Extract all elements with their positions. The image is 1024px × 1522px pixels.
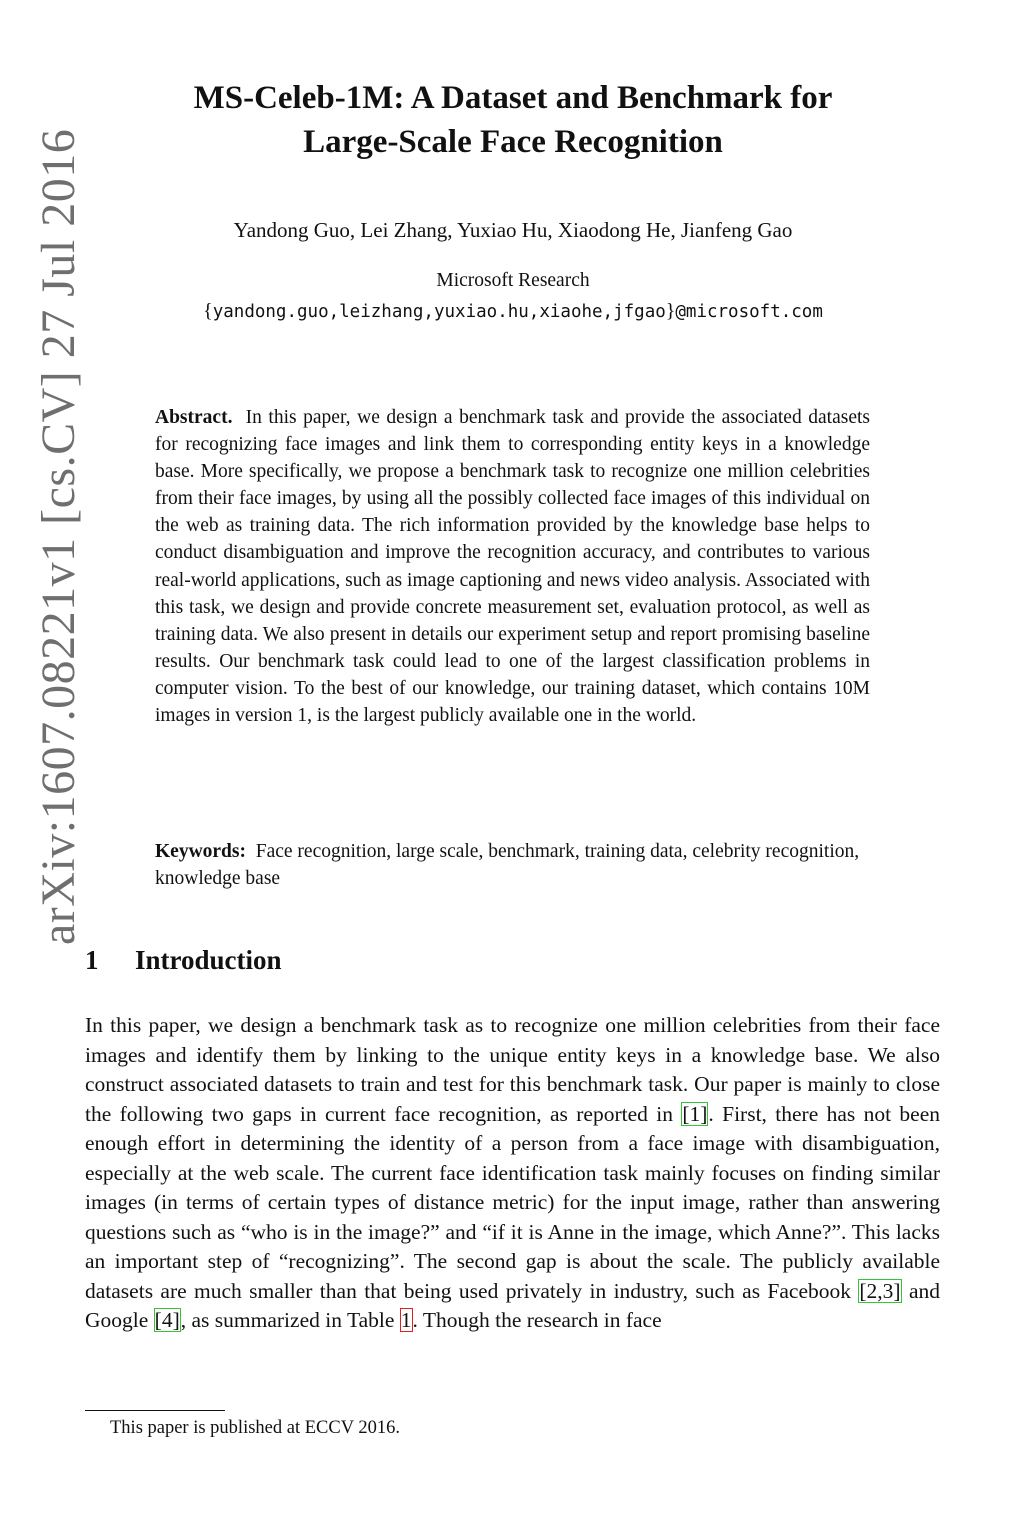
- email-domain: @microsoft.com: [675, 302, 823, 322]
- paper-title: [100, 76, 926, 164]
- section-number: 1: [85, 945, 99, 975]
- title-line-1: MS-Celeb-1M: A Dataset and Benchmark for: [193, 80, 833, 116]
- email-close-brace: }: [665, 300, 676, 322]
- arxiv-identifier-stamp: arXiv:1607.08221v1 [cs.CV] 27 Jul 2016: [32, 128, 85, 945]
- section-title: Introduction: [135, 945, 282, 975]
- author-emails: [100, 300, 926, 323]
- intro-text-2: . First, there has not been enough effort in determining the identity of a person from a face image with disambiguation, especially at the web scale. The current face identification task mainly focuses on finding similar images (in terms of certain types of distance metric) for the input image, rather than answering questions such as “who is in the image?” and “if it is Anne in the image, which Anne?”. This lacks an important step of “recognizing”. The second gap is about the scale. The publicly available datasets are much smaller than that being used privately in industry, such as Facebook: [85, 1101, 940, 1303]
- affiliation: Microsoft Research: [436, 270, 590, 291]
- section-heading-introduction: [85, 945, 282, 976]
- keywords-label: Keywords:: [155, 841, 246, 862]
- abstract-text: In this paper, we design a benchmark task and provide the associated datasets for recognizing face images and link them to corresponding entity keys in a knowledge base. More specifically, we propose a benchmark task to recognize one million celebrities from their face images, by using all the possibly collected face images of this individual on the web as training data. The rich information provided by the knowledge base helps to conduct disambiguation and improve the recognition accuracy, and contributes to various real-world applications, such as image captioning and news video analysis. Associated with this task, we design and provide concrete measurement set, evaluation protocol, as well as training data. We also present in details our experiment setup and report promising baseline results. Our benchmark task could lead to one of the largest classification problems in computer vision. To the best of our knowledge, our training dataset, which contains 10M images in version 1, is the largest publicly available one in the world.: [155, 407, 870, 727]
- intro-text-1: In this paper, we design a benchmark task as to recognize one million celebrities from their face images and identify them by linking to the unique entity keys in a knowledge base. We also construct associated datasets to train and test for this benchmark task. Our paper is mainly to close the following two gaps in current face recognition, as reported in: [85, 1013, 940, 1126]
- intro-text-5: . Though the research in face: [412, 1308, 662, 1332]
- citation-link-1[interactable]: [1]: [682, 1101, 708, 1126]
- footnote: This paper is published at ECCV 2016.: [110, 1418, 400, 1438]
- citation-link-2-3[interactable]: [2,3]: [859, 1278, 901, 1303]
- intro-text-3: and Google: [85, 1278, 941, 1332]
- email-names: yandong.guo,leizhang,yuxiao.hu,xiaohe,jfgao: [212, 302, 666, 322]
- intro-text-4: , as summarized in Table: [180, 1308, 400, 1332]
- abstract-label: Abstract.: [155, 407, 233, 428]
- introduction-paragraph: [85, 1011, 940, 1336]
- title-line-2: Large-Scale Face Recognition: [303, 124, 723, 160]
- citation-link-4[interactable]: [4]: [154, 1308, 180, 1332]
- email-open-brace: {: [203, 300, 213, 322]
- keywords: [155, 838, 915, 892]
- table-reference-link[interactable]: 1: [400, 1308, 412, 1332]
- footnote-divider: [85, 1410, 225, 1411]
- keywords-text: Face recognition, large scale, benchmark, training data, celebrity recognition, knowledge base: [155, 841, 860, 890]
- abstract: [155, 404, 870, 729]
- author-list: Yandong Guo, Lei Zhang, Yuxiao Hu, Xiaodong He, Jianfeng Gao: [233, 218, 793, 242]
